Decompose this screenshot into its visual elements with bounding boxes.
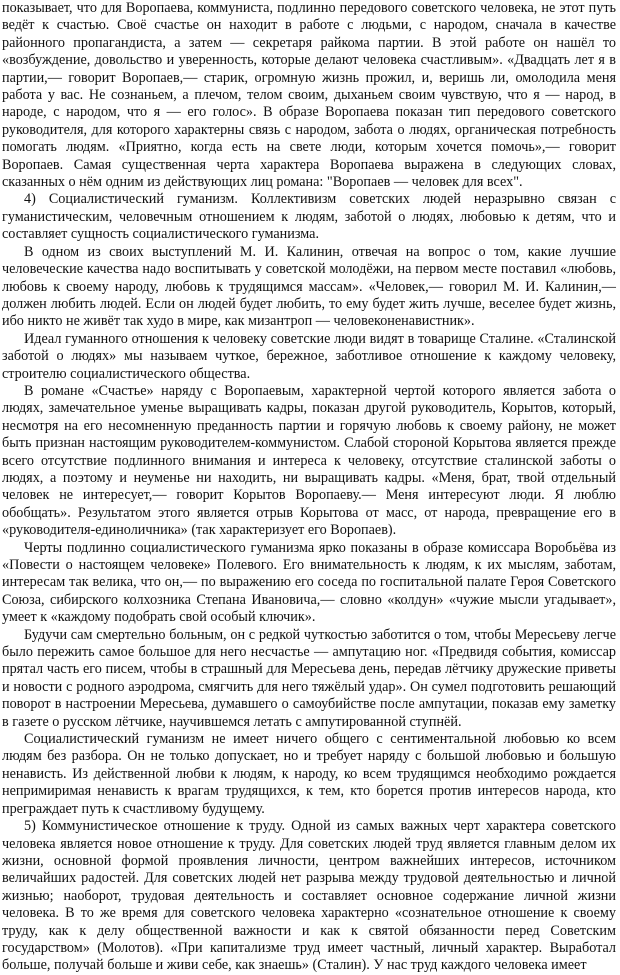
- paragraph-stalin-care: Идеал гуманного отношения к человеку советские люди видят в товарище Сталине. «Сталинской заботой о людях» мы называем чуткое, бережное, заботливое отношение к каждому человеку, строителю социалистического общества.: [2, 330, 616, 382]
- paragraph-kalinin: В одном из своих выступлений М. И. Калинин, отвечая на вопрос о том, какие лучшие человеческие качества надо воспитывать у советской молодёжи, на первом месте поставил «любовь, любовь к своему народу, любовь к трудящимся массам». «Человек,— говорил М. И. Калинин,— должен любить людей. Если он людей будет любить, то ему будет жить лучше, веселее будет жизнь, ибо никто не живёт так худо в мире, как мизантроп — человеконенавистник».: [2, 243, 616, 330]
- paragraph-korytov: В романе «Счастье» наряду с Воропаевым, характерной чертой которого является забота о людях, замечательное уменье выращивать кадры, показан другой руководитель, Корытов, который, несмотря на его несомненную преданность партии и горячую любовь к своему району, не может быть признан настоящим руководителем-коммунистом. Слабой стороной Корытова является прежде всего отсутствие подлинного внимания и интереса к человеку, отсутствие сталинской заботы о людях, а поэтому и неуменье ни находить, ни выращивать кадры. «Меня, брат, твой отдельный человек не интересует,— говорит Корытов Воропаеву.— Меня интересуют люди. Я люблю обобщать». Результатом этого является отрыв Корытова от масс, от народа, превращение его в «руководителя-единоличника» (так характеризует его Воропаев).: [2, 382, 616, 539]
- paragraph-love-and-hatred: Социалистический гуманизм не имеет ничего общего с сентиментальной любовью ко всем людям без разбора. Он не только допускает, но и требует наряду с большой любовью и большую ненависть. Из действенной любви к людям, к народу, ко всем трудящимся необходимо рождается непримиримая ненависть к врагам трудящихся, к тем, кто борется против интересов народа, кто преграждает путь к счастливому будущему.: [2, 731, 616, 817]
- paragraph-continuation-voropaev: показывает, что для Воропаева, коммуниста, подлинно передового советского человека, не этот путь ведёт к счастью. Своё счастье он находит в работе с людьми, с народом, сначала в качестве районного пропагандиста, а затем — секретаря райкома партии. В этой работе он нашёл то «возбуждение, довольство и уверенность, которые делают человека счастливым». «Двадцать лет я в партии,— говорит Воропаев,— старик, огромную жизнь прожил, и, веришь ли, омолодила меня работа у вас. Не сознаньем, а плечом, телом своим, дыханьем своим чувствую, что я — народ, в народе, с народом, что я — его голос». В образе Воропаева показан тип передового советского руководителя, для которого характерны связь с народом, забота о людях, органическая потребность помогать людям. «Приятно, когда есть на свете люди, которым хочется помочь»,— говорит Воропаев. Самая существенная черта характера Воропаева выражена в следующих словах, сказанных о нём одним из действующих лиц романа: "Воропаев — человек для всех".: [2, 0, 616, 191]
- paragraph-socialist-humanism: 4) Социалистический гуманизм. Коллективизм советских людей неразрывно связан с гуманистическим, человечным отношением к людям, заботой о людях, любовью к детям, что и составляет сущность социалистического гуманизма.: [2, 191, 616, 243]
- paragraph-meresyev: Будучи сам смертельно больным, он с редкой чуткостью заботится о том, чтобы Мересьеву легче было пережить самое большое для него несчастье — ампутацию ног. «Предвидя события, комиссар прятал часть его писем, чтобы в страшный для Мересьева день, передав лётчику дружеские приветы и новости с родного аэродрома, смягчить для него тяжёлый удар». Он сумел подготовить решающий поворот в настроении Мересьева, думавшего о самоубийстве после ампутации, показав ему заметку в газете о русском лётчике, научившемся летать с ампутированной ступнёй.: [2, 626, 616, 730]
- document-page: [2, 0, 616, 975]
- paragraph-vorobyov: Черты подлинно социалистического гуманизма ярко показаны в образе комиссара Воробьёва из «Повести о настоящем человеке» Полевого. Его внимательность к людям, к их мыслям, заботам, интересам так велика, что он,— по выражению его соседа по госпитальной палате Героя Советского Союза, сибирского колхозника Степана Ивановича,— словно «колдун» «чужие мысли угадывает», умеет к «каждому подобрать свой особый ключик».: [2, 539, 616, 626]
- paragraph-attitude-to-labor: 5) Коммунистическое отношение к труду. Одной из самых важных черт характера советского человека является новое отношение к труду. Для советских людей труд является главным делом их жизни, основной формой проявления личности, центром важнейших интересов, источником величайших радостей. Для советских людей нет разрыва между трудовой деятельностью и личной жизнью; наоборот, трудовая деятельность и составляет основное содержание личной жизни человека. В то же время для советского человека характерно «сознательное отношение к своему труду, как к делу общественной важности и как к святой обязанности перед Советским государством» (Молотов). «При капитализме труд имеет частный, личный характер. Выработал больше, получай больше и живи себе, как знаешь» (Сталин). У нас труд каждого человека имеет: [2, 818, 616, 974]
